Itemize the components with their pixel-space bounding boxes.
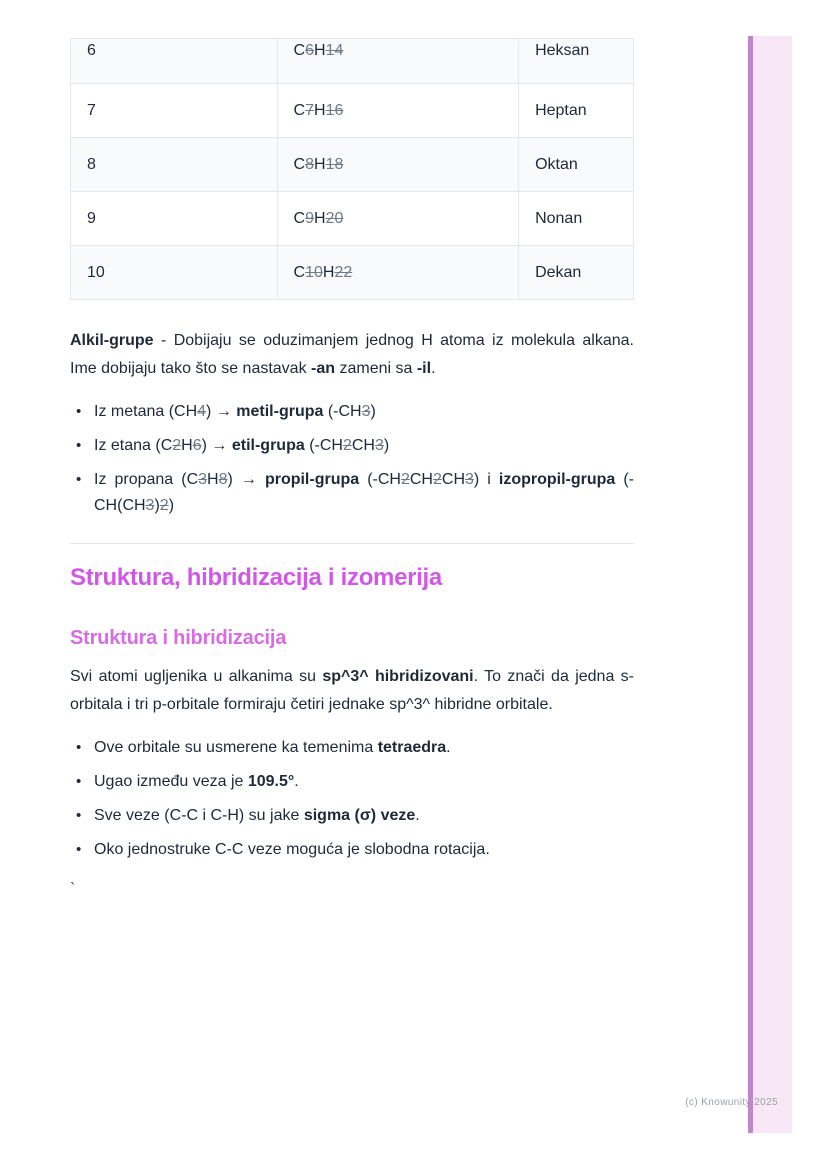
list-item: • Iz etana (C2H6) → etil-grupa (-CH2CH3)	[70, 433, 634, 459]
list-item: • Iz propana (C3H8) → propil-grupa (-CH2CH2CH3) i izopropil-grupa (-CH(CH3)2)	[70, 467, 634, 519]
table-row	[71, 246, 634, 300]
alkane-table	[70, 38, 634, 300]
list-item: • Oko jednostruke C-C veze moguća je slobodna rotacija.	[70, 837, 634, 863]
carbon-count-cell: 8	[71, 138, 278, 192]
section-heading: Struktura, hibridizacija i izomerija	[70, 564, 442, 591]
alkil-grupe-paragraph: Alkil-grupe - Dobijaju se oduzimanjem jednog H atoma iz molekula alkana. Ime dobijaju tako što se nastavak -an zameni sa -il.	[70, 332, 634, 377]
alkane-name-cell: Heksan	[519, 39, 634, 84]
stray-backtick: `	[70, 881, 76, 898]
alkane-name-cell: Heptan	[519, 84, 634, 138]
alkane-name-cell: Nonan	[519, 192, 634, 246]
formula-cell: C8H18	[277, 138, 519, 192]
hibridizacija-paragraph: Svi atomi ugljenika u alkanima su sp^3^ hibridizovani. To znači da jedna s-orbitala i tri p-orbitale formiraju četiri jednake sp^3^ hibridne orbitale.	[70, 668, 635, 713]
hibridizacija-list	[70, 735, 634, 863]
formula-cell: C9H20	[277, 192, 519, 246]
table-row	[71, 39, 634, 84]
carbon-count-cell: 7	[71, 84, 278, 138]
watermark: (c) Knowunity 2025	[685, 1097, 778, 1108]
formula-cell: C6H14	[277, 39, 519, 84]
table-row	[71, 84, 634, 138]
page-highlight-stripe	[748, 36, 792, 1133]
carbon-count-cell: 6	[71, 39, 278, 84]
section-divider	[70, 543, 634, 544]
carbon-count-cell: 9	[71, 192, 278, 246]
alkane-name-cell: Oktan	[519, 138, 634, 192]
document-page	[70, 38, 634, 903]
alkane-name-cell: Dekan	[519, 246, 634, 300]
table-row	[71, 138, 634, 192]
formula-cell: C10H22	[277, 246, 519, 300]
list-item: • Ove orbitale su usmerene ka temenima tetraedra.	[70, 735, 634, 761]
list-item: • Sve veze (C-C i C-H) su jake sigma (σ) veze.	[70, 803, 634, 829]
carbon-count-cell: 10	[71, 246, 278, 300]
alkil-grupe-list	[70, 399, 634, 519]
table-row	[71, 192, 634, 246]
subsection-heading: Struktura i hibridizacija	[70, 627, 287, 649]
list-item: • Ugao između veza je 109.5°.	[70, 769, 634, 795]
list-item: • Iz metana (CH4) → metil-grupa (-CH3)	[70, 399, 634, 425]
formula-cell: C7H16	[277, 84, 519, 138]
